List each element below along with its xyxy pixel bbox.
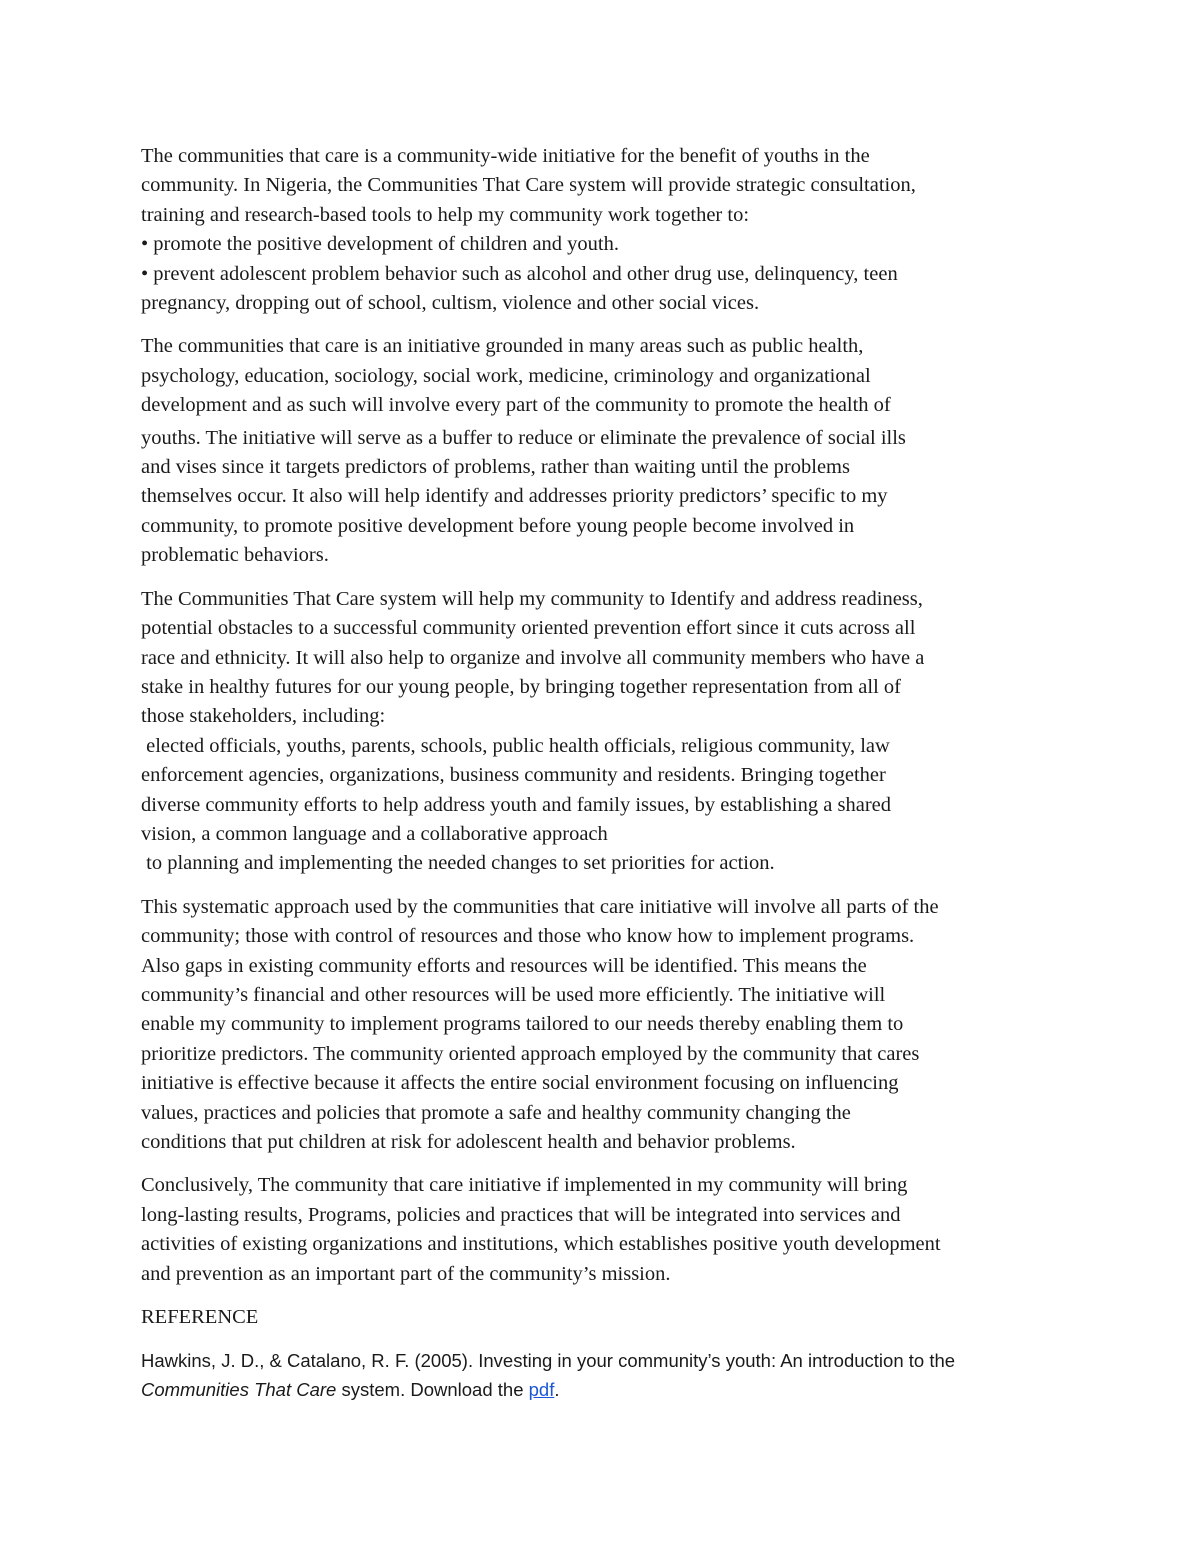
text-line: those stakeholders, including:: [141, 705, 386, 728]
text-line: community. In Nigeria, the Communities That Care system will provide strategic consultation,: [141, 174, 916, 197]
bullet-item: • promote the positive development of children and youth.: [141, 233, 619, 256]
text-line: activities of existing organizations and institutions, which establishes positive youth development: [141, 1233, 941, 1256]
reference-entry: [141, 1346, 1071, 1404]
text-line: values, practices and policies that promote a safe and healthy community changing the: [141, 1101, 851, 1124]
reference-italic-title: Communities That Care: [141, 1379, 337, 1401]
text-line: psychology, education, sociology, social work, medicine, criminology and organizational: [141, 364, 871, 387]
paragraph-readiness: [141, 585, 1071, 879]
reference-line: Hawkins, J. D., & Catalano, R. F. (2005). Investing in your community’s youth: An introduction to the: [141, 1350, 956, 1372]
text-line: enable my community to implement programs tailored to our needs thereby enabling them to: [141, 1013, 904, 1036]
text-line: to planning and implementing the needed changes to set priorities for action.: [141, 852, 775, 875]
text-line: Conclusively, The community that care initiative if implemented in my community will bring: [141, 1174, 908, 1197]
text-line: elected officials, youths, parents, schools, public health officials, religious community, law: [141, 734, 890, 757]
text-line: problematic behaviors.: [141, 544, 329, 567]
text-line: initiative is effective because it affects the entire social environment focusing on influencing: [141, 1072, 899, 1095]
text-line: long-lasting results, Programs, policies and practices that will be integrated into services and: [141, 1203, 901, 1226]
text-line: enforcement agencies, organizations, business community and residents. Bringing together: [141, 764, 886, 787]
paragraph-conclusion: [141, 1171, 1071, 1289]
text-line: diverse community efforts to help address youth and family issues, by establishing a shared: [141, 793, 892, 816]
text-line: Also gaps in existing community efforts and resources will be identified. This means the: [141, 954, 867, 977]
text-line: This systematic approach used by the communities that care initiative will involve all parts of the: [141, 895, 939, 918]
text-line: community’s financial and other resources will be used more efficiently. The initiative will: [141, 983, 886, 1006]
text-line: The Communities That Care system will help my community to Identify and address readiness,: [141, 587, 923, 610]
bullet-item: • prevent adolescent problem behavior such as alcohol and other drug use, delinquency, teen: [141, 262, 898, 285]
text-line: community, to promote positive development before young people become involved in: [141, 514, 855, 537]
text-line: The communities that care is an initiative grounded in many areas such as public health,: [141, 335, 864, 358]
text-line: pregnancy, dropping out of school, cultism, violence and other social vices.: [141, 292, 760, 315]
reference-text: system. Download the: [336, 1379, 529, 1401]
document-body: [141, 142, 1071, 1404]
paragraph-systematic: [141, 893, 1071, 1158]
text-line: conditions that put children at risk for adolescent health and behavior problems.: [141, 1131, 796, 1153]
text-line: The communities that care is a community-wide initiative for the benefit of youths in the: [141, 145, 870, 167]
text-line: race and ethnicity. It will also help to organize and involve all community members who have a: [141, 646, 925, 669]
text-line: and prevention as an important part of the community’s mission.: [141, 1262, 671, 1285]
text-line: vision, a common language and a collaborative approach: [141, 822, 608, 845]
text-line: training and research-based tools to help my community work together to:: [141, 203, 750, 226]
text-line: community; those with control of resources and those who know how to implement programs.: [141, 925, 915, 948]
text-line: youths. The initiative will serve as a buffer to reduce or eliminate the prevalence of social ills: [141, 426, 906, 449]
pdf-link[interactable]: pdf: [528, 1379, 555, 1401]
text-line: and vises since it targets predictors of problems, rather than waiting until the problems: [141, 456, 850, 479]
paragraph-grounded: [141, 332, 1071, 570]
text-line: potential obstacles to a successful community oriented prevention effort since it cuts across all: [141, 617, 916, 640]
text-line: stake in healthy futures for our young people, by bringing together representation from all of: [141, 675, 901, 698]
paragraph-intro: [141, 142, 1071, 318]
text-line: development and as such will involve every part of the community to promote the health of: [141, 394, 891, 417]
text-line: prioritize predictors. The community oriented approach employed by the community that cares: [141, 1042, 920, 1065]
reference-heading: REFERENCE: [141, 1306, 259, 1329]
reference-period: .: [554, 1379, 560, 1401]
text-line: themselves occur. It also will help identify and addresses priority predictors’ specific to my: [141, 485, 888, 508]
reference-line: [141, 1375, 1071, 1404]
